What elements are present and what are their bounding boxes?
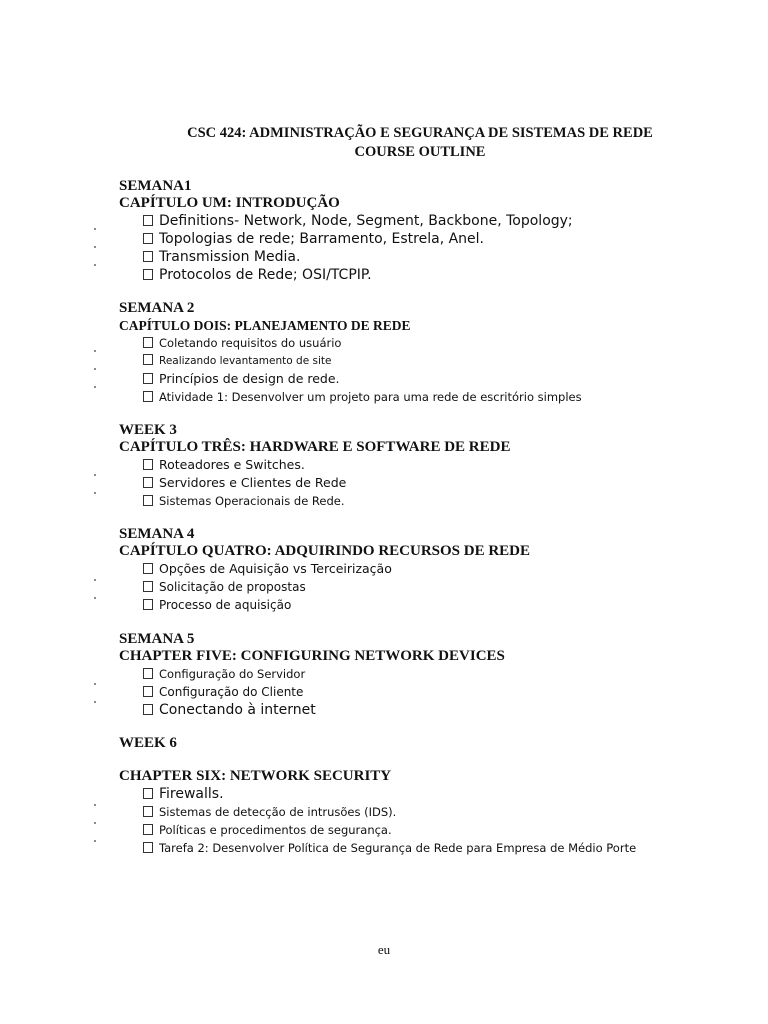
list-item: Solicitação de propostas: [143, 578, 719, 596]
page-footer: eu: [377, 942, 391, 957]
list-item: Protocolos de Rede; OSI/TCPIP.: [143, 266, 719, 284]
list-item: Processo de aquisição: [143, 596, 719, 614]
checkbox-icon: [143, 581, 153, 592]
topic-list: [119, 456, 719, 510]
list-item: Transmission Media.: [143, 248, 719, 266]
list-item: Realizando levantamento de site: [143, 352, 719, 370]
checkbox-icon: [143, 373, 153, 384]
margin-mark: [94, 840, 96, 842]
chapter-heading: CHAPTER FIVE: CONFIGURING NETWORK DEVICES: [119, 648, 505, 664]
margin-mark: [94, 228, 96, 230]
checkbox-icon: [143, 337, 153, 348]
checkbox-icon: [143, 477, 153, 488]
section-week-4: [119, 526, 719, 614]
topic-list: [119, 560, 719, 614]
section-week-2: [119, 300, 719, 406]
checkbox-icon: [143, 806, 153, 817]
margin-mark: [94, 386, 96, 388]
list-item: Sistemas de detecção de intrusões (IDS).: [143, 803, 719, 821]
margin-mark: [94, 804, 96, 806]
week-heading: SEMANA1: [119, 178, 192, 194]
list-item: Sistemas Operacionais de Rede.: [143, 492, 719, 510]
checkbox-icon: [143, 459, 153, 470]
topic-list: [119, 665, 719, 719]
list-item: Tarefa 2: Desenvolver Política de Segurança de Rede para Empresa de Médio Porte: [143, 839, 719, 857]
list-item: Servidores e Clientes de Rede: [143, 474, 719, 492]
margin-mark: [94, 368, 96, 370]
checkbox-icon: [143, 842, 153, 853]
checkbox-icon: [143, 704, 153, 715]
section-week-6: [119, 735, 719, 857]
list-item: Configuração do Cliente: [143, 683, 719, 701]
list-item: Definitions- Network, Node, Segment, Backbone, Topology;: [143, 212, 719, 230]
checkbox-icon: [143, 563, 153, 574]
margin-mark: [94, 597, 96, 599]
checkbox-icon: [143, 391, 153, 402]
margin-mark: [94, 822, 96, 824]
margin-mark: [94, 474, 96, 476]
margin-mark: [94, 246, 96, 248]
week-heading: SEMANA 2: [119, 300, 195, 316]
chapter-heading: CAPÍTULO QUATRO: ADQUIRINDO RECURSOS DE REDE: [119, 543, 531, 559]
list-item: Conectando à internet: [143, 701, 719, 719]
list-item: Princípios de design de rede.: [143, 370, 719, 388]
week-heading: WEEK 6: [119, 735, 177, 751]
week-heading: SEMANA 4: [119, 526, 195, 542]
section-week-5: [119, 631, 719, 719]
margin-mark: [94, 701, 96, 703]
checkbox-icon: [143, 354, 153, 365]
list-item: Opções de Aquisição vs Terceirização: [143, 560, 719, 578]
list-item: Topologias de rede; Barramento, Estrela, Anel.: [143, 230, 719, 248]
section-week-3: [119, 422, 719, 510]
checkbox-icon: [143, 269, 153, 280]
topic-list: [119, 334, 719, 406]
margin-mark: [94, 579, 96, 581]
checkbox-icon: [143, 824, 153, 835]
week-heading: WEEK 3: [119, 422, 177, 438]
margin-mark: [94, 492, 96, 494]
checkbox-icon: [143, 495, 153, 506]
list-item: Políticas e procedimentos de segurança.: [143, 821, 719, 839]
list-item: Roteadores e Switches.: [143, 456, 719, 474]
checkbox-icon: [143, 686, 153, 697]
margin-mark: [94, 264, 96, 266]
chapter-heading: CAPÍTULO TRÊS: HARDWARE E SOFTWARE DE REDE: [119, 439, 511, 455]
list-item: Atividade 1: Desenvolver um projeto para uma rede de escritório simples: [143, 388, 719, 406]
section-week-1: [119, 178, 719, 284]
title-line-1: CSC 424: ADMINISTRAÇÃO E SEGURANÇA DE SISTEMAS DE REDE: [187, 125, 653, 141]
chapter-heading: CAPÍTULO DOIS: PLANEJAMENTO DE REDE: [119, 318, 411, 333]
margin-mark: [94, 350, 96, 352]
checkbox-icon: [143, 215, 153, 226]
list-item: Coletando requisitos do usuário: [143, 334, 719, 352]
checkbox-icon: [143, 668, 153, 679]
checkbox-icon: [143, 251, 153, 262]
list-item: Configuração do Servidor: [143, 665, 719, 683]
title-line-2: COURSE OUTLINE: [354, 144, 486, 160]
checkbox-icon: [143, 233, 153, 244]
document-title: [150, 124, 690, 162]
checkbox-icon: [143, 599, 153, 610]
checkbox-icon: [143, 788, 153, 799]
chapter-heading: CHAPTER SIX: NETWORK SECURITY: [119, 768, 392, 784]
week-heading: SEMANA 5: [119, 631, 195, 647]
margin-mark: [94, 683, 96, 685]
topic-list: [119, 785, 719, 857]
list-item: Firewalls.: [143, 785, 719, 803]
chapter-heading: CAPÍTULO UM: INTRODUÇÃO: [119, 195, 340, 211]
topic-list: [119, 212, 719, 284]
